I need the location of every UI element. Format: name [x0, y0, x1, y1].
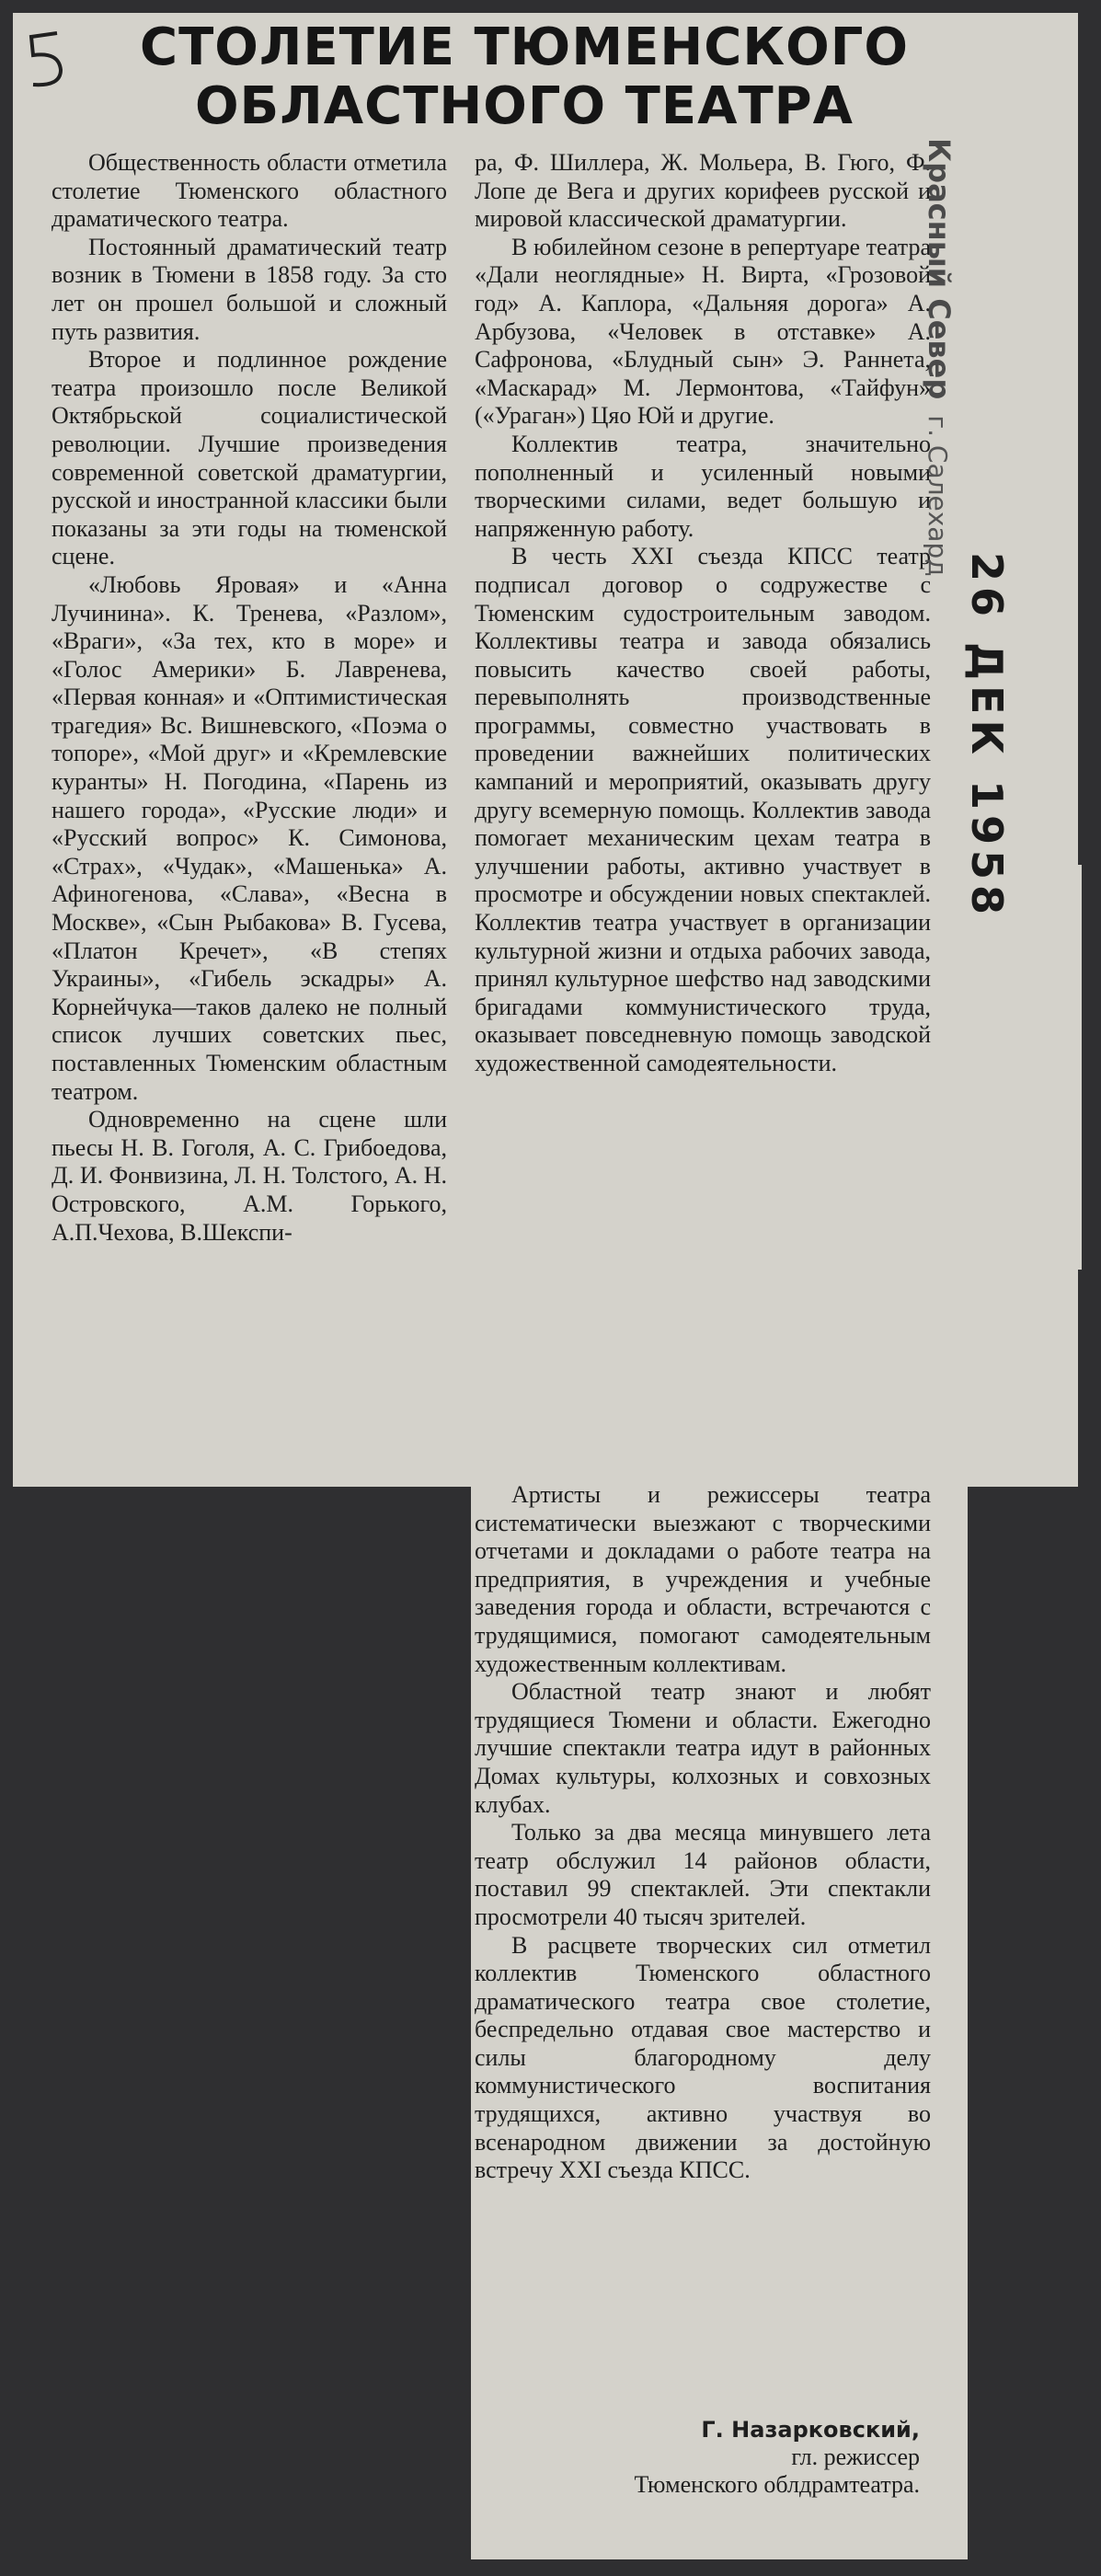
newspaper-masthead: [922, 138, 957, 577]
paragraph: Общественность области отметила столетие Тюменского областного драматического театра.: [52, 149, 447, 233]
column-2: [475, 149, 931, 1078]
paragraph: Артисты и режиссеры театра систематически выезжают с творческими отчетами и докладами о работе театра на предприятия, в учреждения и учебные заведения города и области, встречаются с трудящимися, помогают самодеятельным художественным коллективам.: [475, 1481, 931, 1677]
paragraph: ра, Ф. Шиллера, Ж. Мольера, В. Гюго, Ф. Лопе де Вега и других корифеев русской и мировой классической драматургии.: [475, 149, 931, 233]
clipping-notch: [13, 1435, 500, 1487]
author-name: Г. Назарковский,: [701, 2417, 920, 2443]
paragraph: Областной театр знают и любят трудящиеся Тюмени и области. Ежегодно лучшие спектакли театра идут в районных Домах культуры, колхозных и совхозных клубах.: [475, 1678, 931, 1818]
paragraph: Второе и подлинное рождение театра произошло после Великой Октябрьской социалистической революции. Лучшие произведения современной советской драматургии, русской и иностранной классики были показаны за эти годы на тюменской сцене.: [52, 346, 447, 570]
handwritten-mark-icon: [20, 28, 75, 94]
newspaper-city: г. Салехард: [923, 415, 953, 577]
newspaper-name: Красный Север: [922, 138, 957, 400]
title-line-2: ОБЛАСТНОГО ТЕАТРА: [194, 76, 854, 136]
title-line-1: СТОЛЕТИЕ ТЮМЕНСКОГО: [139, 17, 910, 77]
paragraph: «Любовь Яровая» и «Анна Лучинина». К. Тренева, «Разлом», «Враги», «За тех, кто в море» и «Голос Америки» Б. Лавренева, «Первая конная» и «Оптимистическая трагедия» Вс. Вишневского, «Поэма о топоре», «Мой друг» и «Кремлевские куранты» Н. Погодина, «Парень из нашего города», «Русские люди» и «Русский вопрос» К. Симонова, «Страх», «Чудак», «Машенька» А. Афиногенова, «Слава», «Весна в Москве», «Сын Рыбакова» В. Гусева, «Платон Кречет», «В степях Украины», «Гибель эскадры» А. Корнейчука—таков далеко не полный список лучших советских пьес, поставленных Тюменским областным театром.: [52, 570, 447, 1105]
paragraph: В расцвете творческих сил отметил коллектив Тюменского областного драматического театра свое столетие, беспредельно отдавая свое мастерство и силы благородному делу коммунистического воспитания трудящихся, активно участвуя во всенародном движении за достойную встречу XXI съезда КПСС.: [475, 1931, 931, 2184]
column-1: [52, 149, 447, 1247]
clipping-side-strip: [1010, 865, 1082, 1270]
author-organization: Тюменского облдрамтеатра.: [634, 2471, 920, 2498]
author-position: гл. режиссер: [791, 2444, 920, 2470]
paragraph: В юбилейном сезоне в репертуаре театра «Дали неоглядные» Н. Вирта, «Грозовой год» А. Каплора, «Дальняя дорога» А. Арбузова, «Человек в отставке» А. Сафронова, «Блудный сын» Э. Раннета, «Маскарад» М. Лермонтова, «Тайфун» («Ураган») Цяо Юй и другие.: [475, 233, 931, 430]
date-stamp: 26 ДЕК 1958: [962, 552, 1012, 921]
paragraph: Постоянный драматический театр возник в Тюмени в 1858 году. За сто лет он прошел большой и сложный путь развития.: [52, 233, 447, 345]
paragraph: В честь XXI съезда КПСС театр подписал договор о содружестве с Тюменским судостроительным заводом. Коллективы театра и завода обязались повысить качество своей работы, перевыполнять производственные программы, совместно участвовать в проведении важнейших политических кампаний и мероприятий, оказывать другу другу всемерную помощь. Коллектив завода помогает механическим цехам театра в улучшении работы, активно участвует в просмотре и обсуждении новых спектаклей. Коллектив театра участвует в организации культурной жизни и отдыха рабочих завода, принял культурное шефство над заводскими бригадами коммунистического труда, оказывает повседневную помощь заводской художественной самодеятельности.: [475, 543, 931, 1076]
paragraph: Коллектив театра, значительно пополненный и усиленный новыми творческими силами, ведет большую и напряженную работу.: [475, 430, 931, 542]
article-title: [110, 18, 938, 136]
paragraph: Только за два месяца минувшего лета театр обслужил 14 районов области, поставил 99 спектаклей. Эти спектакли просмотрели 40 тысяч зрителей.: [475, 1819, 931, 1930]
paragraph: Одновременно на сцене шли пьесы Н. В. Гоголя, А. С. Грибоедова, Д. И. Фонвизина, Л. Н. Толстого, А. Н. Островского, А.М. Горького, А.П.Чехова, В.Шекспи-: [52, 1106, 447, 1246]
column-3: [475, 1481, 931, 2185]
author-signature: [515, 2416, 920, 2499]
